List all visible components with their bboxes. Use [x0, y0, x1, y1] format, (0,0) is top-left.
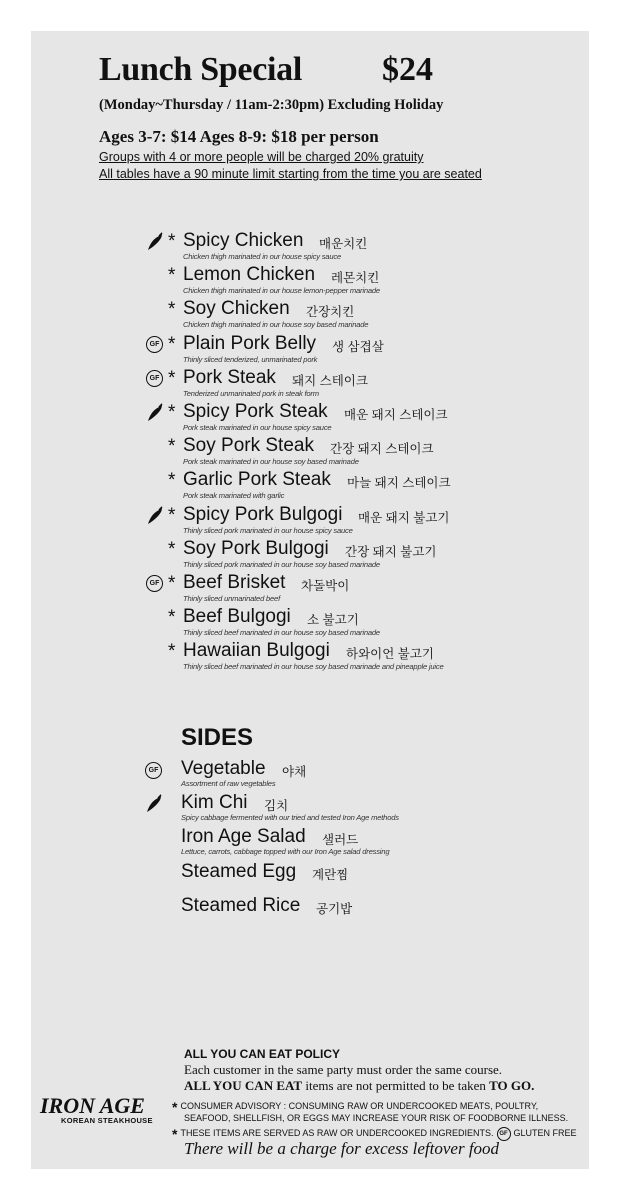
- menu-item: [31, 505, 589, 539]
- item-korean-name: 계란찜: [312, 867, 349, 882]
- raw-star-icon: *: [168, 436, 176, 458]
- gluten-free-icon: GF: [146, 370, 163, 387]
- item-name: Pork Steak: [183, 366, 276, 388]
- subtitle: (Monday~Thursday / 11am-2:30pm) Excluding Holiday: [99, 97, 444, 113]
- item-name: Iron Age Salad: [181, 826, 306, 848]
- svg-text:IRON AGE: IRON AGE: [40, 1093, 145, 1118]
- item-name: Beef Bulgogi: [183, 606, 291, 628]
- raw-star-icon: *: [168, 641, 176, 663]
- item-korean-name: 하와이언 불고기: [346, 647, 434, 662]
- item-name: Soy Pork Steak: [183, 435, 314, 457]
- menu-item: [31, 470, 589, 504]
- item-name: Soy Pork Bulgogi: [183, 537, 329, 559]
- menu-item: [31, 334, 589, 368]
- item-korean-name: 간장 돼지 불고기: [345, 544, 437, 559]
- raw-star-icon: *: [168, 367, 176, 389]
- item-name: Garlic Pork Steak: [183, 469, 331, 491]
- star-icon: *: [172, 1099, 178, 1115]
- sides-title: SIDES: [181, 724, 254, 751]
- item-korean-name: 간장 돼지 스테이크: [330, 442, 434, 457]
- menu-item: [31, 573, 589, 607]
- menu-item: [31, 368, 589, 402]
- item-korean-name: 매운 돼지 불고기: [358, 510, 450, 525]
- item-description: Chicken thigh marinated in our house lemon-pepper marinade: [183, 286, 380, 296]
- raw-star-icon: *: [168, 538, 176, 560]
- item-description: Chicken thigh marinated in our house soy based marinade: [183, 320, 369, 330]
- policy-ayce: ALL YOU CAN EAT: [184, 1078, 303, 1093]
- item-description: Tenderized unmarinated pork in steak form: [183, 388, 319, 398]
- item-description: Thinly sliced tenderized, unmarinated pork: [183, 354, 318, 364]
- price: $24: [382, 51, 433, 88]
- item-name: Beef Brisket: [183, 572, 286, 593]
- item-description: Pork steak marinated in our house soy based marinade: [183, 457, 359, 467]
- item-korean-name: 간장치킨: [306, 305, 355, 320]
- gluten-free-icon: GF: [146, 336, 163, 353]
- item-name: Plain Pork Belly: [183, 332, 317, 354]
- menu-item: [31, 402, 589, 436]
- item-name: Hawaiian Bulgogi: [183, 640, 330, 662]
- item-name: Spicy Pork Steak: [183, 401, 328, 422]
- item-name: Spicy Chicken: [183, 230, 304, 251]
- policy-heading: ALL YOU CAN EAT POLICY: [184, 1047, 341, 1061]
- item-korean-name: 공기밥: [316, 901, 353, 916]
- item-description: Thinly sliced pork marinated in our house spicy sauce: [183, 525, 353, 535]
- policy-togo: TO GO.: [489, 1078, 535, 1093]
- pepper-icon: [147, 505, 165, 525]
- item-name: Kim Chi: [181, 792, 248, 814]
- menu-item: [31, 299, 589, 333]
- gluten-free-icon: GF: [146, 575, 163, 592]
- raw-star-icon: *: [168, 607, 176, 629]
- pepper-icon: [147, 402, 165, 422]
- logo-tagline: KOREAN STEAKHOUSE: [61, 1116, 153, 1125]
- item-description: Spicy cabbage fermented with our tried and tested Iron Age methods: [181, 813, 399, 823]
- item-description: Thinly sliced unmarinated beef: [183, 594, 280, 603]
- side-item: [31, 896, 589, 930]
- item-description: Assortment of raw vegetables: [181, 779, 276, 788]
- pepper-icon: [146, 793, 164, 813]
- star-icon: *: [172, 1126, 178, 1142]
- raw-star-icon: *: [168, 573, 176, 594]
- menu-item: [31, 641, 589, 675]
- menu-item: [31, 265, 589, 299]
- policy-line-1: Each customer in the same party must order the same course.: [184, 1062, 503, 1077]
- raw-star-icon: *: [168, 402, 176, 423]
- leftover-notice: There will be a charge for excess leftover food: [184, 1139, 500, 1158]
- advisory-line-1: * CONSUMER ADVISORY : CONSUMING RAW OR UNDERCOOKED MEATS, POULTRY,: [172, 1099, 539, 1115]
- gluten-free-icon: GF: [497, 1127, 511, 1141]
- advisory-line-2: SEAFOOD, SHELLFISH, OR EGGS MAY INCREASE YOUR RISK OF FOODBORNE ILLNESS.: [184, 1113, 569, 1123]
- side-item: [31, 862, 589, 896]
- item-korean-name: 생 삼겹살: [332, 339, 384, 354]
- item-description: Thinly sliced beef marinated in our house soy based marinade and pineapple juice: [183, 662, 444, 672]
- gluten-free-label: GLUTEN FREE: [513, 1128, 577, 1138]
- page-title: Lunch Special: [99, 51, 302, 88]
- item-name: Soy Chicken: [183, 298, 290, 320]
- raw-star-icon: *: [168, 299, 176, 321]
- policy-mid: items are not permitted to be taken: [302, 1078, 490, 1093]
- raw-star-icon: *: [168, 470, 176, 492]
- advisory-line-3: * THESE ITEMS ARE SERVED AS RAW OR UNDERCOOKED INGREDIENTS. GF GLUTEN FREE: [172, 1126, 577, 1142]
- pepper-icon: [147, 231, 165, 251]
- item-korean-name: 야채: [282, 765, 307, 779]
- item-korean-name: 매운 돼지 스테이크: [344, 408, 448, 422]
- item-description: Chicken thigh marinated in our house spicy sauce: [183, 252, 341, 261]
- item-korean-name: 레몬치킨: [331, 271, 380, 286]
- item-name: Vegetable: [181, 758, 266, 779]
- gratuity-note: Groups with 4 or more people will be charged 20% gratuity: [99, 150, 424, 164]
- item-name: Steamed Rice: [181, 894, 301, 916]
- policy-line-2: [184, 1078, 534, 1094]
- item-description: Lettuce, carrots, cabbage topped with our Iron Age salad dressing: [181, 847, 390, 857]
- item-korean-name: 마늘 돼지 스테이크: [347, 476, 451, 491]
- menu-card: [31, 31, 589, 1169]
- item-description: Thinly sliced pork marinated in our house soy based marinade: [183, 559, 380, 569]
- age-pricing: Ages 3-7: $14 Ages 8-9: $18 per person: [99, 127, 379, 146]
- item-korean-name: 샐러드: [322, 833, 359, 848]
- item-korean-name: 돼지 스테이크: [292, 373, 368, 388]
- item-korean-name: 소 불고기: [307, 613, 359, 628]
- side-item: [31, 793, 589, 827]
- menu-item: [31, 539, 589, 573]
- item-korean-name: 김치: [264, 799, 289, 814]
- item-korean-name: 매운치킨: [319, 237, 368, 251]
- item-name: Steamed Egg: [181, 860, 297, 882]
- side-item: [31, 759, 589, 793]
- raw-star-icon: *: [168, 504, 176, 526]
- side-item: [31, 827, 589, 861]
- item-name: Spicy Pork Bulgogi: [183, 503, 343, 525]
- menu-item: [31, 231, 589, 265]
- item-korean-name: 차돌박이: [301, 579, 350, 593]
- item-description: Pork steak marinated with garlic: [183, 491, 285, 501]
- raw-star-icon: *: [168, 231, 176, 252]
- item-name: Lemon Chicken: [183, 264, 316, 286]
- item-description: Pork steak marinated in our house spicy sauce: [183, 423, 332, 432]
- item-description: Thinly sliced beef marinated in our house soy based marinade: [183, 628, 380, 638]
- time-limit-note: All tables have a 90 minute limit starting from the time you are seated: [99, 167, 482, 181]
- menu-item: [31, 436, 589, 470]
- raw-star-icon: *: [168, 265, 176, 287]
- raw-star-icon: *: [168, 333, 176, 355]
- menu-item: [31, 607, 589, 641]
- gluten-free-icon: GF: [145, 762, 162, 779]
